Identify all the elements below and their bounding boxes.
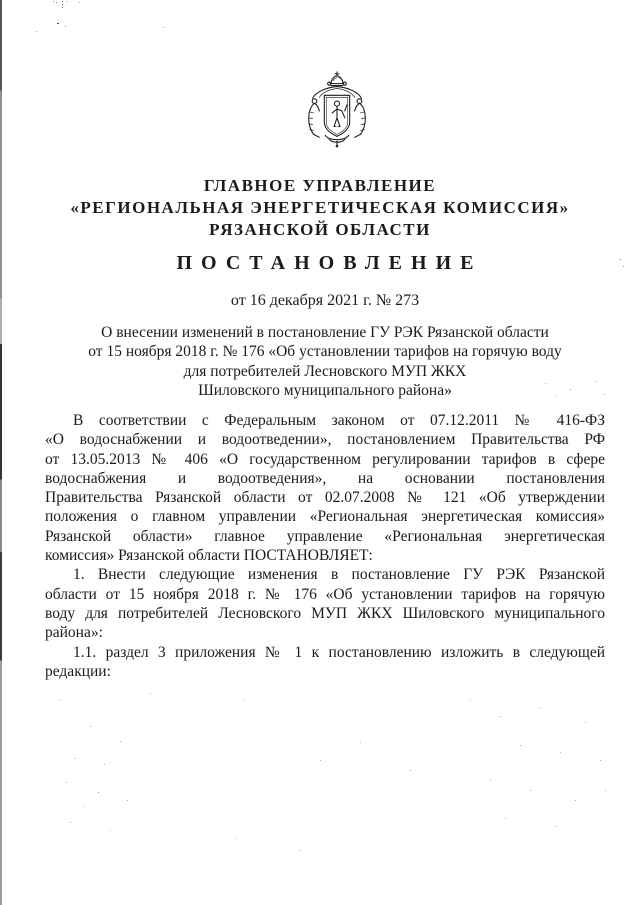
paragraph-1 [45,411,605,565]
subject-line-2: от 15 ноября 2018 г. № 176 «Об установлении тарифов на горячую воду [88,343,562,361]
authority-line-2: «РЕГИОНАЛЬНАЯ ЭНЕРГЕТИЧЕСКАЯ КОМИССИЯ» [70,198,570,217]
paragraph-3 [45,643,605,682]
document-type-heading: ПОСТАНОВЛЕНИЕ [176,252,483,274]
scan-noise-speckles [0,0,1,1]
body-line: 1. Внести следующие изменения в постановление ГУ РЭК Рязанской [73,566,605,584]
body-line: «О водоснабжении и водоотведении», постановлением Правительства РФ [45,431,605,449]
authority-line-3: РЯЗАНСКОЙ ОБЛАСТИ [209,220,431,239]
scan-artifact-left-edge [0,0,2,905]
body-line: положения о главном управлении «Региональная энергетическая комиссия» [45,508,605,526]
body-line: 1.1. раздел 3 приложения № 1 к постановлению изложить в следующей [73,643,605,661]
body-line: района»: [45,624,103,642]
body-line: воду для потребителей Лесновского МУП ЖКХ Шиловского муниципального [45,604,605,622]
ryazan-coat-of-arms-icon [296,70,378,148]
authority-line-1: ГЛАВНОЕ УПРАВЛЕНИЕ [203,176,437,195]
body-line: комиссия» Рязанской области ПОСТАНОВЛЯЕТ: [45,547,373,565]
subject-line-1: О внесении изменений в постановление ГУ РЭК Рязанской области [101,324,549,341]
subject-line-4: Шиловского муниципального района» [198,381,452,399]
body-line: редакции: [45,662,111,680]
document-subject [45,323,605,400]
body-line: области от 15 ноября 2018 г. № 176 «Об установлении тарифов на горячую [45,585,605,603]
subject-line-3: для потребителей Лесновского МУП ЖКХ [183,362,467,380]
paragraph-2 [45,565,605,642]
body-line: водоснабжения и водоотведения», на основании постановления [45,469,605,487]
issuing-authority [40,175,600,241]
body-line: от 13.05.2013 № 406 «О государственном регулировании тарифов в сфере [45,450,605,468]
body-line: В соответствии с Федеральным законом от 07.12.2011 № 416-ФЗ [73,412,605,429]
body-line: Рязанской области» главное управление «Региональная энергетическая [45,527,605,545]
document-body [45,411,605,681]
date-and-number: от 16 декабря 2021 г. № 273 [230,292,420,309]
body-line: Правительства Рязанской области от 02.07.2008 № 121 «Об утверждении [45,489,605,507]
